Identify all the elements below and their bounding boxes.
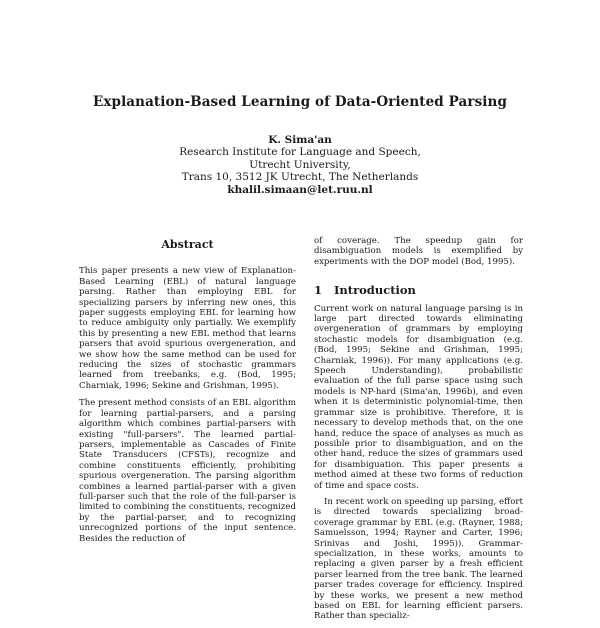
author-university: Utrecht University, xyxy=(249,158,351,171)
author-name: K. Sima'an xyxy=(268,134,332,146)
abstract-paragraph: The present method consists of an EBL algorithm for learning partial-parsers, and a parsing algorithm which combines partial-parsers with existing "full-parsers". The learned partial-parsers, implementable as Cascades of Finite State Transducers (CFSTs), recognize and combine constituents efficiently, prohibiting spurious overgeneration. The parsing algorithm combines a learned partial-parser with a given full-parser such that the role of the full-parser is limited to combining the constituents, recognized by the partial-parser, and to recognizing unrecognized portions of the input sentence. Besides the reduction of xyxy=(79,398,296,544)
section-heading xyxy=(314,283,523,298)
author-affiliation: Research Institute for Language and Speech, xyxy=(179,146,421,159)
abstract-continuation: of coverage. The speedup gain for disambiguation models is exemplified by experiments with the DOP model (Bod, 1995). xyxy=(314,236,523,267)
abstract-heading: Abstract xyxy=(161,238,214,251)
section-number: 1 xyxy=(314,283,323,298)
abstract-paragraph: This paper presents a new view of Explanation-Based Learning (EBL) of natural language parsing. Rather than employing EBL for specializing parsers by inferring new ones, this paper suggests employing EBL for learning how to reduce ambiguity only partially. We exemplify this by presenting a new EBL method that learns parsers that avoid spurious overgeneration, and we show how the same method can be used for reducing the sizes of stochastic grammars learned from treebanks, e.g. (Bod, 1995; Charniak, 1996; Sekine and Grishman, 1995). xyxy=(79,266,296,391)
author-block xyxy=(0,134,600,196)
right-column xyxy=(314,236,523,628)
body-paragraph: In recent work on speeding up parsing, effort is directed towards specializing broad-coverage grammar by EBL (e.g. (Rayner, 1988; Samuelsson, 1994; Rayner and Carter, 1996; Srinivas and Joshi, 1995)). Grammar-specialization, in these works, amounts to replacing a given parser by a fresh efficient parser learned from the tree bank. The learned parser trades coverage for efficiency. Inspired by these works, we present a new method based on EBL for learning efficient parsers. Rather than specializ- xyxy=(314,496,523,622)
author-address: Trans 10, 3512 JK Utrecht, The Netherlands xyxy=(181,171,419,184)
author-email: khalil.simaan@let.ruu.nl xyxy=(227,183,373,196)
body-paragraph: Current work on natural language parsing is in large part directed towards eliminating overgeneration of grammars by employing stochastic models for disambiguation (e.g. (Bod, 1995; Sekine and Grishman, 1995; Charniak, 1996)). For many applications (e.g. Speech Understanding), probabilistic evaluation of the full parse space using such models is NP-hard (Sima'an, 1996b), and even when it is deterministic polynomial-time, then grammar size is prohibitive. Therefore, it is necessary to develop methods that, on the one hand, reduce the space of analyses as much as possible prior to disambiguation, and on the other hand, reduce the sizes of grammars used for disambiguation. This paper presents a method aimed at these two forms of reduction of time and space costs. xyxy=(314,303,523,491)
section-title: Introduction xyxy=(334,283,416,298)
left-column xyxy=(79,238,296,551)
paper-title: Explanation-Based Learning of Data-Oriented Parsing xyxy=(93,94,507,110)
